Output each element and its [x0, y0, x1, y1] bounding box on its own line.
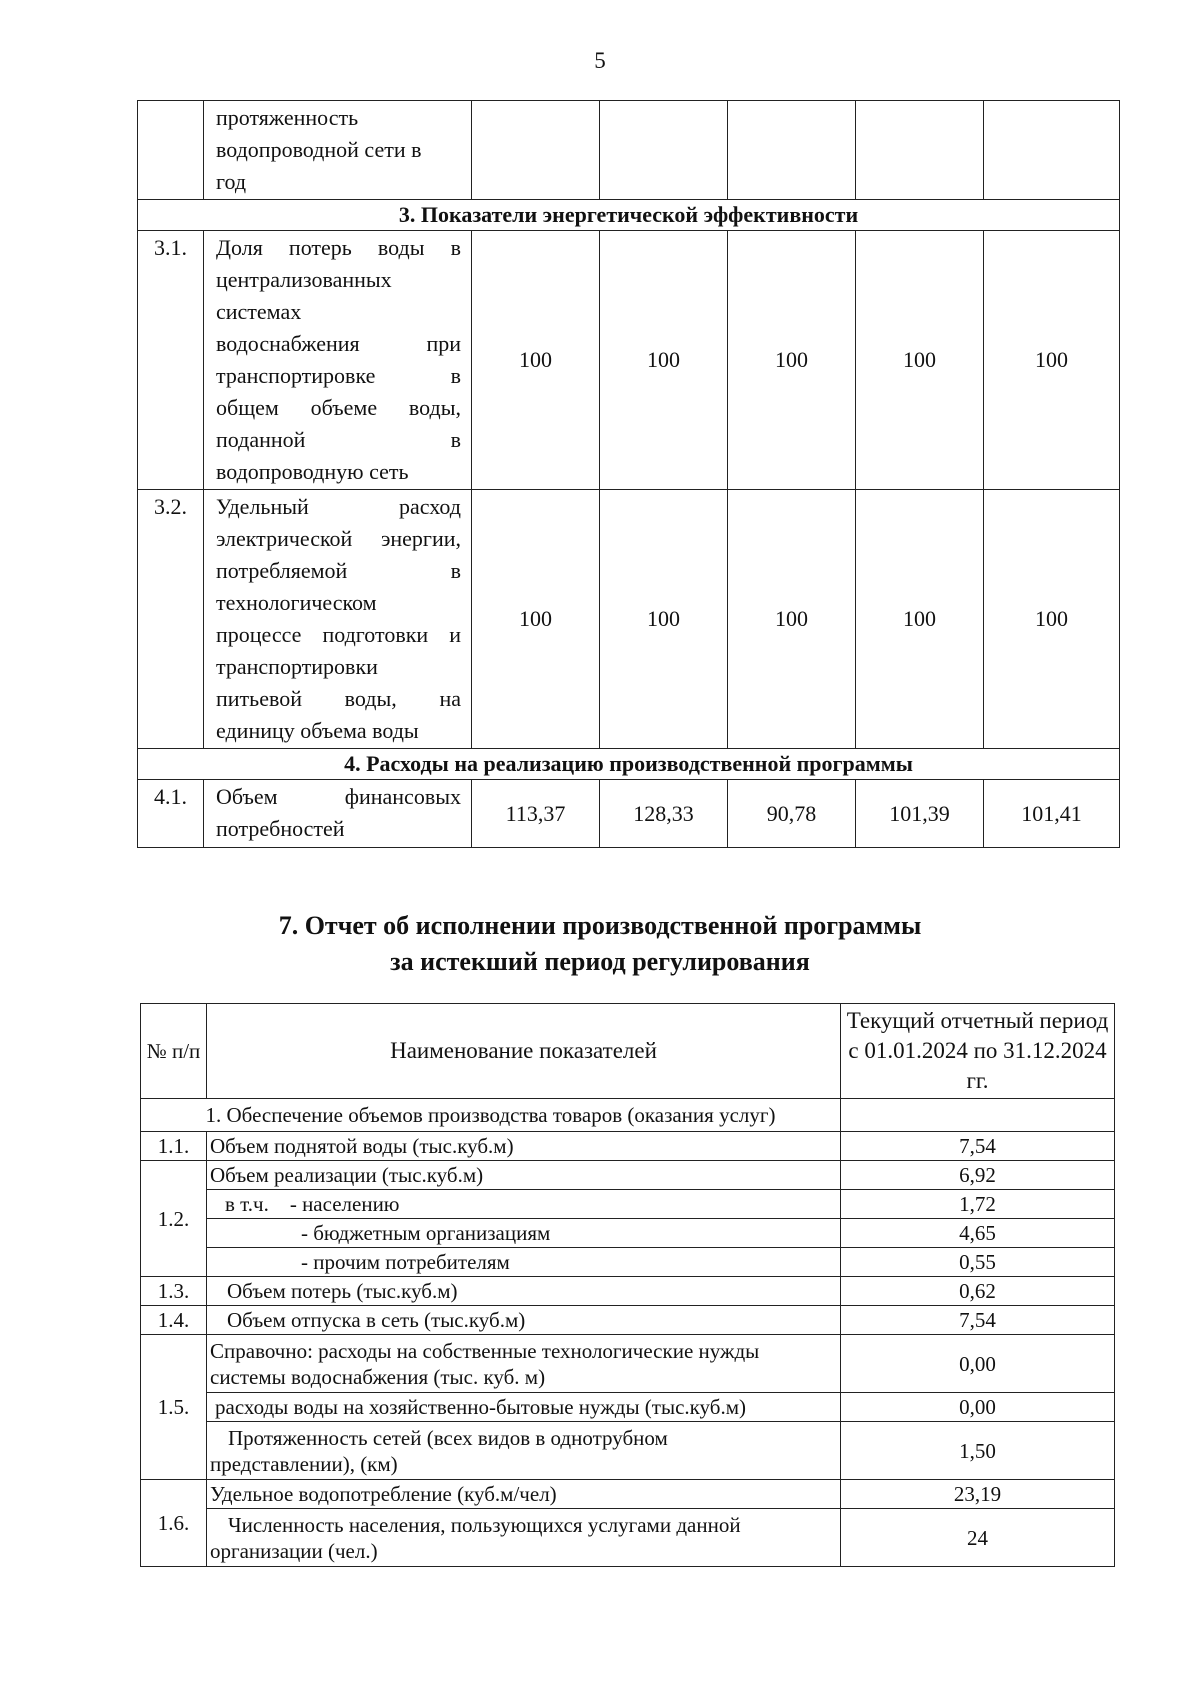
row-value: 4,65 — [841, 1219, 1115, 1248]
row-name: - бюджетным организациям — [207, 1219, 841, 1248]
table-row — [138, 101, 1120, 200]
section-row — [138, 749, 1120, 780]
row-number: 1.4. — [141, 1306, 207, 1335]
table-row — [141, 1277, 1115, 1306]
header-name: Наименование показателей — [207, 1004, 841, 1099]
row-number-cell — [138, 101, 204, 200]
report-heading-line1: 7. Отчет об исполнении производственной программы — [278, 911, 922, 940]
value-cell — [728, 101, 856, 200]
row-value: 6,92 — [841, 1161, 1115, 1190]
row-number: 3.1. — [138, 231, 204, 490]
table-row — [138, 490, 1120, 749]
row-name: в т.ч. - населению — [207, 1190, 841, 1219]
row-name-cell: Доля потерь воды в централизованных системах водоснабжения при транспортировке в общем объеме воды, поданной в водопроводную сеть — [204, 231, 472, 490]
value-cell: 113,37 — [472, 780, 600, 848]
row-name: - прочим потребителям — [207, 1248, 841, 1277]
report-heading-line2: за истекший период регулирования — [390, 947, 810, 976]
table-row — [141, 1422, 1115, 1480]
row-value: 1,72 — [841, 1190, 1115, 1219]
row-value: 23,19 — [841, 1480, 1115, 1509]
table-row — [141, 1190, 1115, 1219]
row-name-cell: Объем финансовых потребностей — [204, 780, 472, 848]
row-number: 1.3. — [141, 1277, 207, 1306]
table-row — [138, 231, 1120, 490]
row-number: 1.2. — [141, 1161, 207, 1277]
row-name: расходы воды на хозяйственно-бытовые нужды (тыс.куб.м) — [207, 1393, 841, 1422]
value-cell: 128,33 — [600, 780, 728, 848]
row-name-cell: протяженность водопроводной сети в год — [204, 101, 472, 200]
row-name: Объем поднятой воды (тыс.куб.м) — [207, 1132, 841, 1161]
row-value: 0,00 — [841, 1393, 1115, 1422]
table-row — [141, 1480, 1115, 1509]
table-row — [141, 1248, 1115, 1277]
table-row — [141, 1509, 1115, 1567]
row-name: Протяженность сетей (всех видов в однотрубном представлении), (км) — [207, 1422, 841, 1480]
row-value: 7,54 — [841, 1132, 1115, 1161]
value-cell — [841, 1099, 1115, 1132]
value-cell: 100 — [600, 231, 728, 490]
value-cell: 101,41 — [984, 780, 1120, 848]
row-name: Объем потерь (тыс.куб.м) — [207, 1277, 841, 1306]
header-row — [141, 1004, 1115, 1099]
row-name: Справочно: расходы на собственные технологические нужды системы водоснабжения (тыс. куб. м) — [207, 1335, 841, 1393]
table-row — [141, 1335, 1115, 1393]
table-row — [141, 1306, 1115, 1335]
indicators-table — [137, 100, 1120, 848]
row-number: 3.2. — [138, 490, 204, 749]
page-number: 5 — [594, 48, 606, 73]
row-name: Объем реализации (тыс.куб.м) — [207, 1161, 841, 1190]
value-cell: 100 — [984, 231, 1120, 490]
header-number: № п/п — [141, 1004, 207, 1099]
header-period: Текущий отчетный период с 01.01.2024 по 31.12.2024 гг. — [841, 1004, 1115, 1099]
value-cell: 100 — [600, 490, 728, 749]
row-value: 7,54 — [841, 1306, 1115, 1335]
section-row — [138, 200, 1120, 231]
value-cell: 100 — [472, 490, 600, 749]
table-row — [141, 1219, 1115, 1248]
value-cell: 100 — [472, 231, 600, 490]
row-name-cell: Удельный расход электрической энергии, потребляемой в технологическом процессе подготовки и транспортировки питьевой воды, на единицу объема воды — [204, 490, 472, 749]
section-1-title: 1. Обеспечение объемов производства товаров (оказания услуг) — [141, 1099, 841, 1132]
section-4-title: 4. Расходы на реализацию производственной программы — [138, 749, 1120, 780]
row-name: Численность населения, пользующихся услугами данной организации (чел.) — [207, 1509, 841, 1567]
section-row — [141, 1099, 1115, 1132]
row-name: Удельное водопотребление (куб.м/чел) — [207, 1480, 841, 1509]
row-value: 0,00 — [841, 1335, 1115, 1393]
row-number: 1.1. — [141, 1132, 207, 1161]
table-row — [138, 780, 1120, 848]
row-name: Объем отпуска в сеть (тыс.куб.м) — [207, 1306, 841, 1335]
value-cell — [600, 101, 728, 200]
row-number: 1.5. — [141, 1335, 207, 1480]
report-table — [140, 1003, 1115, 1567]
value-cell: 100 — [984, 490, 1120, 749]
value-cell: 100 — [856, 231, 984, 490]
value-cell: 100 — [728, 490, 856, 749]
value-cell: 100 — [856, 490, 984, 749]
row-value: 24 — [841, 1509, 1115, 1567]
report-heading — [0, 908, 1200, 980]
value-cell — [856, 101, 984, 200]
section-3-title: 3. Показатели энергетической эффективности — [138, 200, 1120, 231]
value-cell — [472, 101, 600, 200]
row-value: 0,55 — [841, 1248, 1115, 1277]
row-value: 0,62 — [841, 1277, 1115, 1306]
value-cell — [984, 101, 1120, 200]
row-value: 1,50 — [841, 1422, 1115, 1480]
table-row — [141, 1393, 1115, 1422]
value-cell: 100 — [728, 231, 856, 490]
row-number: 4.1. — [138, 780, 204, 848]
table-row — [141, 1161, 1115, 1190]
table-row — [141, 1132, 1115, 1161]
value-cell: 90,78 — [728, 780, 856, 848]
value-cell: 101,39 — [856, 780, 984, 848]
row-number: 1.6. — [141, 1480, 207, 1567]
